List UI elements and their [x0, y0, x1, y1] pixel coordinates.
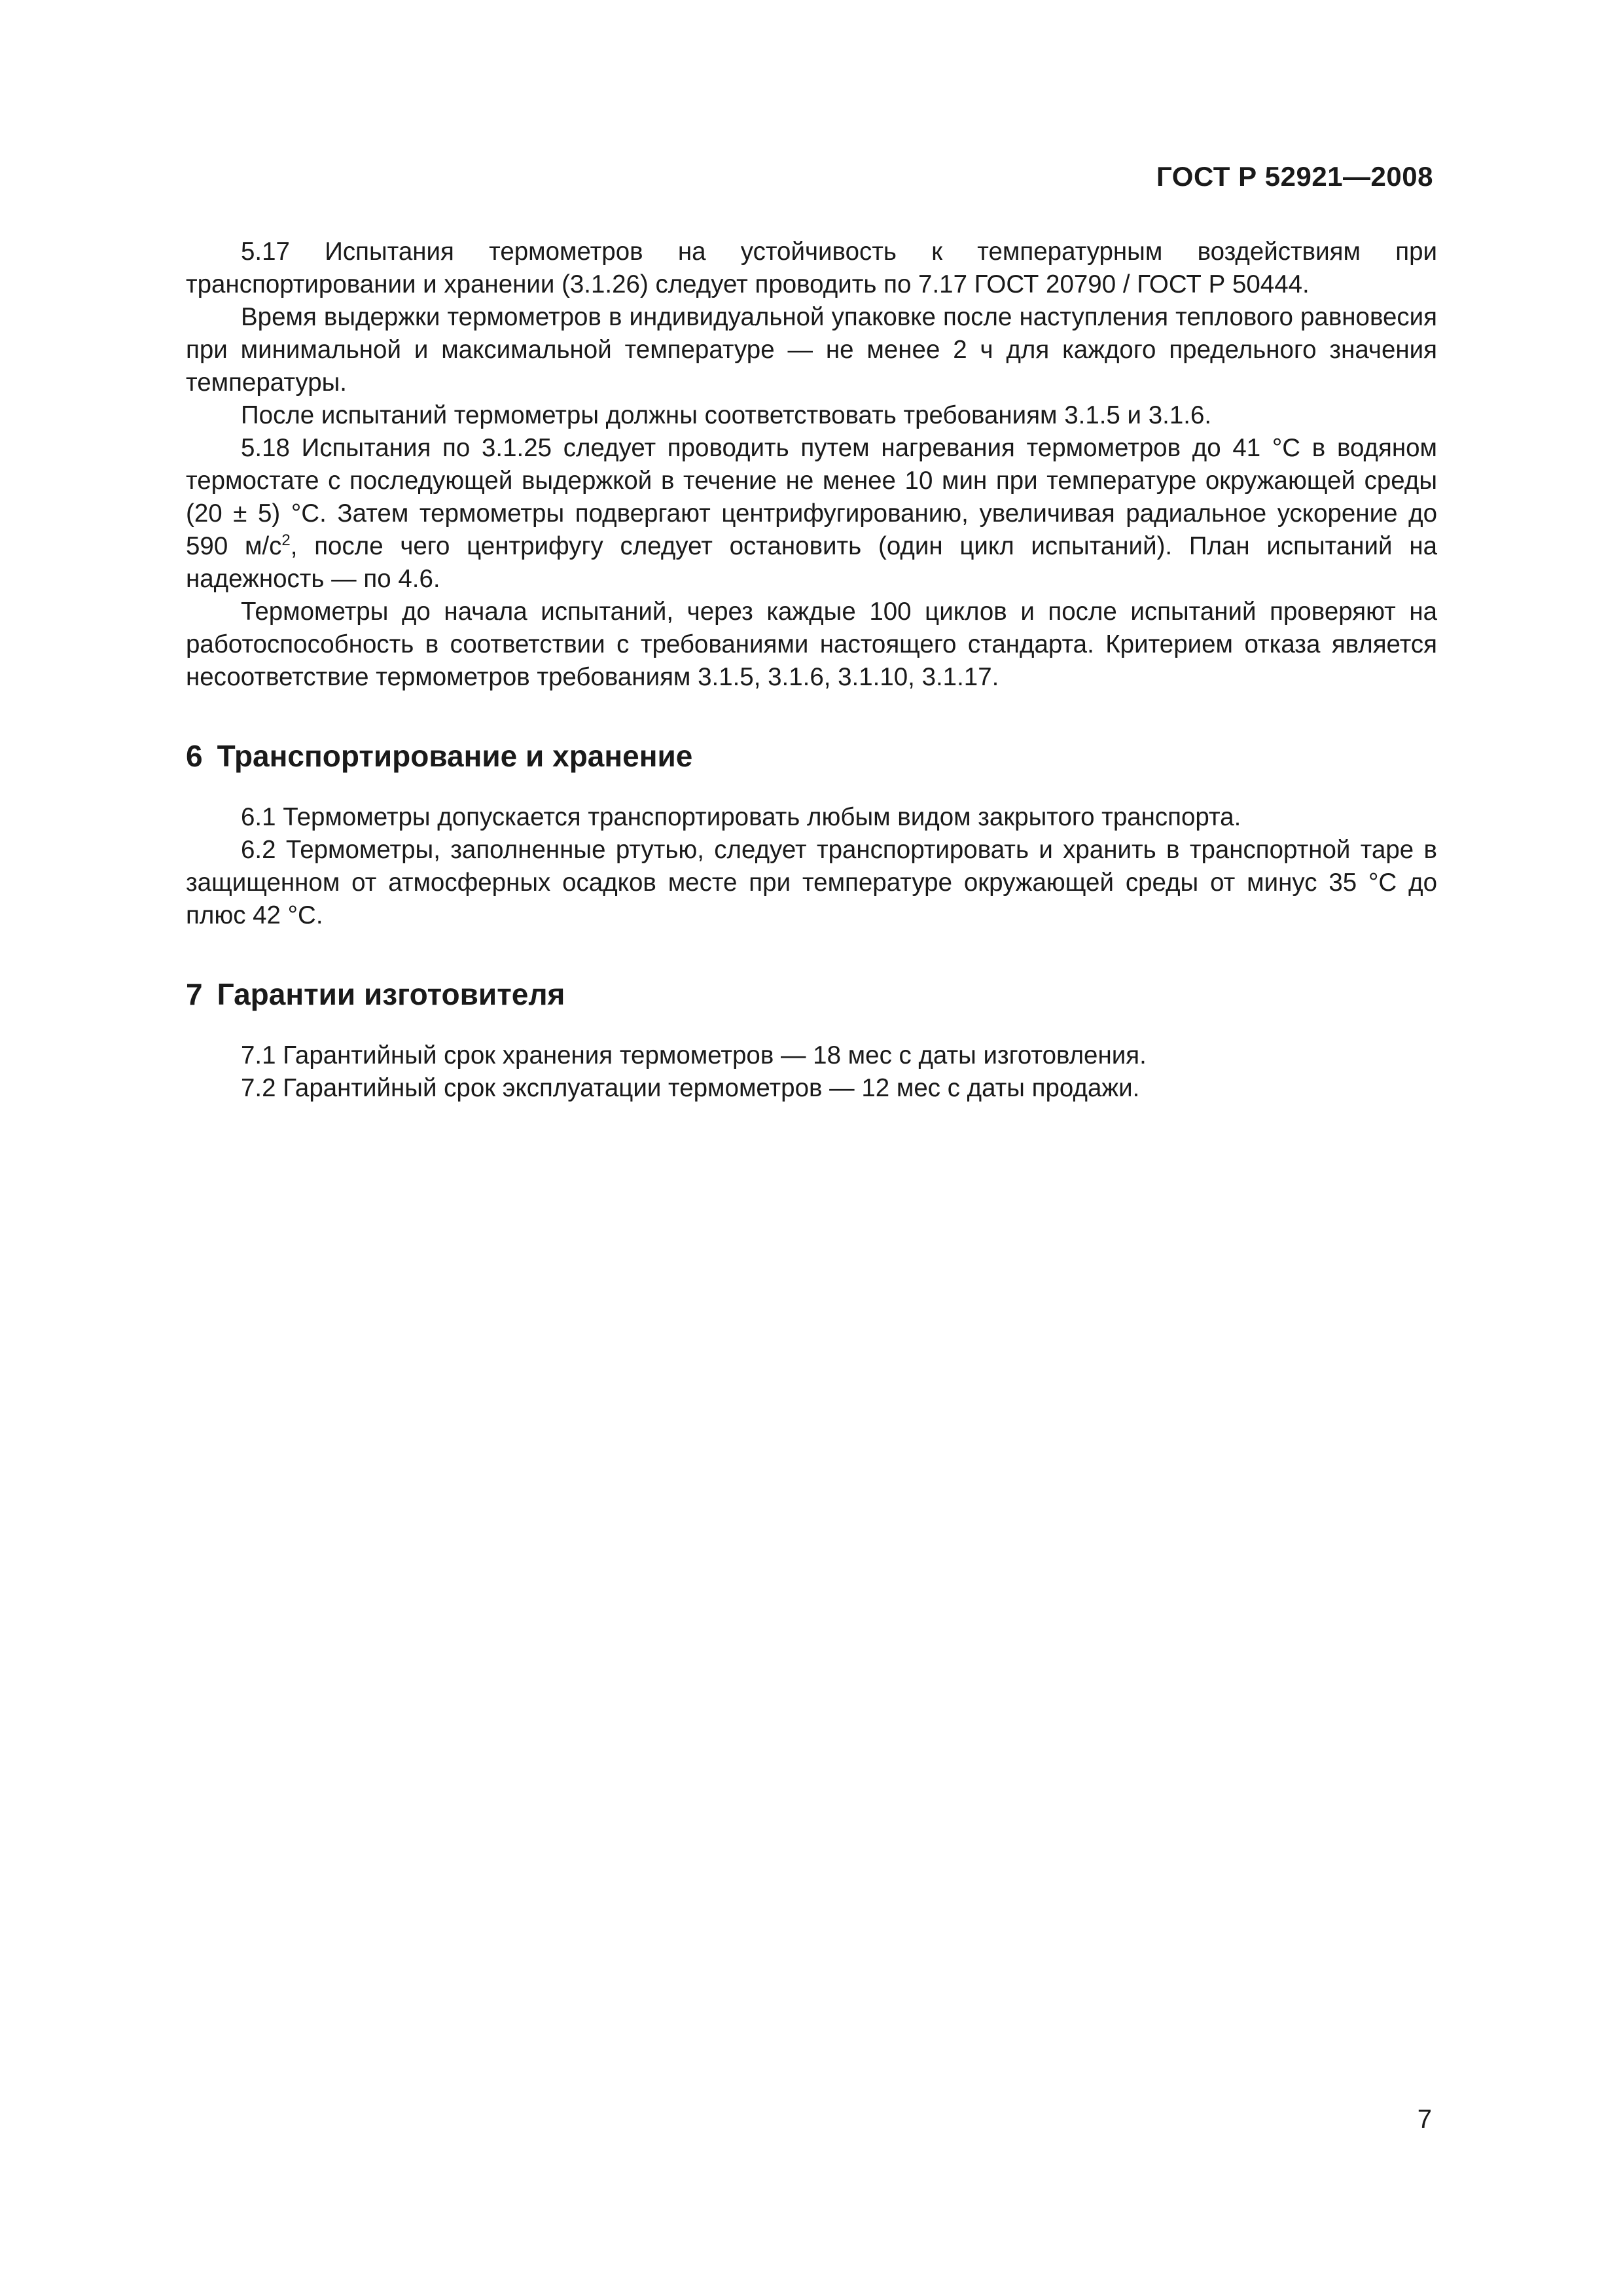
- paragraph-5-18-text-end: , после чего центрифугу следует остановить (один цикл испытаний). План испытаний на надежность — по 4.6.: [186, 532, 1437, 593]
- paragraph-7-2: 7.2 Гарантийный срок эксплуатации термометров — 12 мес с даты продажи.: [241, 1074, 1140, 1102]
- paragraph-6-2: 6.2 Термометры, заполненные ртутью, следует транспортировать и хранить в транспортной таре в защищенном от атмосферных осадков месте при температуре окружающей среды от минус 35 °С до плюс 42 °С.: [186, 836, 1437, 929]
- section-6-heading: [186, 738, 1437, 774]
- paragraph-5-18-text-start: 5.18 Испытания по 3.1.25 следует проводить путем нагревания термометров до 41 °С в водяном термостате с последующей выдержкой в течение не менее 10 мин при температуре окружающей среды (20 ± 5) °С. Затем термометры подвергают центрифугированию, увеличивая радиальное ускорение до 590 м/с: [186, 434, 1437, 560]
- section-7-heading: [186, 977, 1437, 1012]
- paragraph-5-18: [186, 432, 1437, 596]
- paragraph-5-17-exposure-time: Время выдержки термометров в индивидуальной упаковке после наступления теплового равновесия при минимальной и максимальной температуре — не менее 2 ч для каждого предельного значения температуры.: [186, 303, 1437, 397]
- paragraph-7-1: 7.1 Гарантийный срок хранения термометров — 18 мес с даты изготовления.: [241, 1041, 1147, 1069]
- document-body: [186, 236, 1437, 1105]
- page-header: ГОСТ Р 52921—2008: [1156, 161, 1433, 192]
- section-6-title: Транспортирование и хранение: [217, 739, 693, 773]
- paragraph-5-17: 5.17 Испытания термометров на устойчивость к температурным воздействиям при транспортировании и хранении (3.1.26) следует проводить по 7.17 ГОСТ 20790 / ГОСТ Р 50444.: [186, 238, 1437, 298]
- section-7-title: Гарантии изготовителя: [217, 977, 565, 1011]
- paragraph-5-18-failure-criteria: Термометры до начала испытаний, через каждые 100 циклов и после испытаний проверяют на работоспособность в соответствии с требованиями настоящего стандарта. Критерием отказа является несоответствие термометров требованиям 3.1.5, 3.1.6, 3.1.10, 3.1.17.: [186, 598, 1437, 691]
- paragraph-5-17-after-tests: После испытаний термометры должны соответствовать требованиям 3.1.5 и 3.1.6.: [241, 401, 1212, 429]
- paragraph-6-1: 6.1 Термометры допускается транспортировать любым видом закрытого транспорта.: [241, 803, 1241, 831]
- section-6-number: 6: [186, 739, 203, 773]
- page-number: 7: [1417, 2105, 1432, 2134]
- section-7-number: 7: [186, 977, 203, 1011]
- superscript-2: 2: [281, 531, 291, 550]
